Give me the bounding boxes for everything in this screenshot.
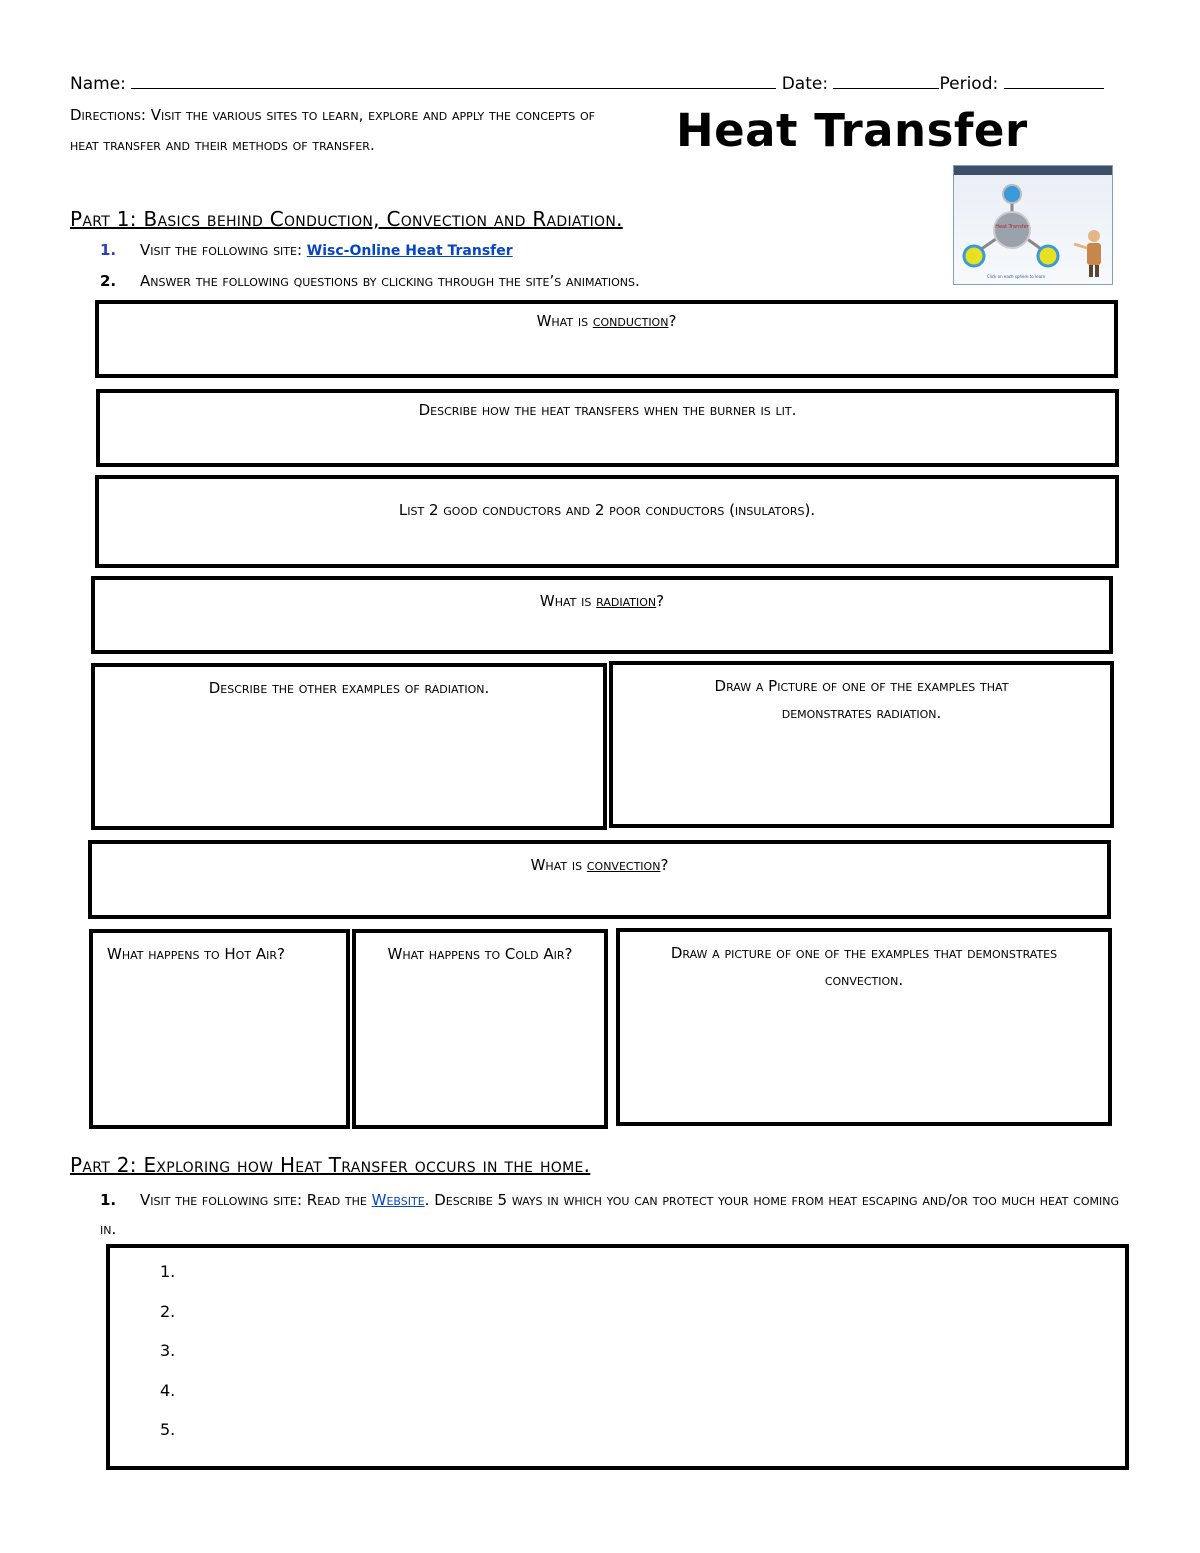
name-field[interactable] [131,74,776,89]
page-title: Heat Transfer [676,104,1028,157]
answer-line-3[interactable]: 3. [160,1341,176,1360]
radiation-answer-box[interactable] [91,576,1113,654]
answer-list [110,1248,1125,1456]
thumbnail-center-label: Heat Transfer [995,224,1029,230]
name-label: Name: [70,74,126,94]
part2-step-1 [100,1186,1120,1244]
directions-label: Directions: [70,106,146,124]
wisc-online-link[interactable]: Wisc-Online Heat Transfer [306,243,513,259]
home-protection-answer-box[interactable] [106,1244,1129,1470]
student-info-line [70,74,1130,94]
part1-step-1 [100,241,513,259]
step-text: Answer the following questions by clicking through the site’s animations. [140,272,640,290]
website-link[interactable]: Website [371,1191,425,1209]
radiation-question [95,580,1109,619]
conductors-question: List 2 good conductors and 2 poor conductors (insulators). [398,501,816,519]
radiation-examples-question: Describe the other examples of radiation. [208,679,490,697]
step-text: Visit the following site: [140,241,307,259]
question-suffix: ? [660,856,669,874]
answer-line-2[interactable]: 2. [160,1301,176,1321]
radiation-keyword: radiation [596,592,657,610]
radiation-drawing-box[interactable] [609,661,1114,828]
step-number: 1. [100,241,117,259]
directions-text: Visit the various sites to learn, explore and apply the concepts of heat transfer and their methods of transfer. [70,106,595,154]
cold-air-question: What happens to Cold Air? [387,945,573,963]
burner-question: Describe how the heat transfers when the burner is lit. [418,401,797,419]
conductors-answer-box[interactable] [95,475,1119,568]
step-number: 2. [100,272,117,290]
radiation-examples-box[interactable] [91,663,607,830]
convection-keyword: convection [586,856,661,874]
part1-step-2 [100,272,640,290]
question-suffix: ? [668,312,677,330]
heat-transfer-thumbnail[interactable] [953,165,1113,285]
question-prefix: What is [530,856,587,874]
step-text-pre: Visit the following site: Read the [140,1191,372,1209]
convection-answer-box[interactable] [88,840,1111,919]
convection-drawing-prompt: Draw a picture of one of the examples that demonstrates convection. [670,944,1058,989]
conduction-question [99,304,1114,339]
part1-heading: Part 1: Basics behind Conduction, Convection and Radiation. [70,207,623,231]
answer-line-4[interactable]: 4. [160,1380,176,1400]
question-suffix: ? [656,592,665,610]
part2-heading: Part 2: Exploring how Heat Transfer occurs in the home. [70,1153,591,1177]
cold-air-box[interactable] [352,929,608,1129]
hot-air-question: What happens to Hot Air? [107,945,285,963]
thumbnail-caption: Click on each sphere to learn [986,274,1046,279]
hot-air-box[interactable] [89,929,350,1129]
radiation-drawing-prompt: Draw a Picture of one of the examples that demonstrates radiation. [714,677,1009,722]
period-field[interactable] [1004,74,1104,89]
answer-line-5[interactable]: 5. [160,1420,176,1439]
date-field[interactable] [833,74,939,89]
directions [70,100,610,160]
burner-answer-box[interactable] [96,389,1119,467]
convection-question [92,844,1107,883]
step-text-post: . Describe 5 ways in which you can protect your home from heat escaping and/or too much heat coming in. [100,1191,1119,1238]
step-number: 1. [100,1191,117,1209]
heat-transfer-diagram-icon [954,166,1112,284]
convection-drawing-box[interactable] [616,928,1112,1126]
question-prefix: What is [536,312,593,330]
conduction-keyword: conduction [592,312,669,330]
date-label: Date: [781,74,829,94]
period-label: Period: [939,74,999,94]
question-prefix: What is [539,592,597,610]
conduction-answer-box[interactable] [95,300,1118,378]
answer-line-1[interactable]: 1. [160,1262,176,1281]
